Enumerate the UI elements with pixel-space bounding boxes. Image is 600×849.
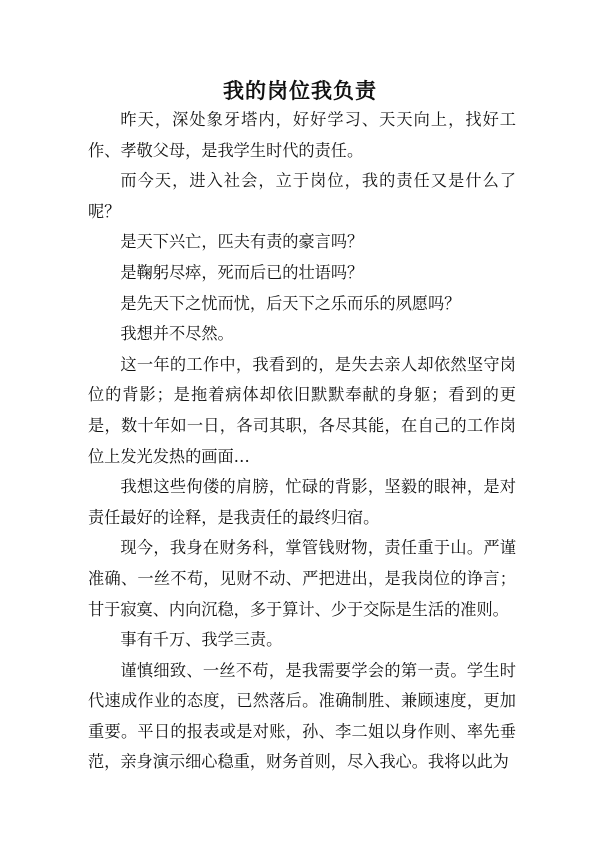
paragraph: 这一年的工作中，我看到的，是失去亲人却依然坚守岗位的背影；是拖着病体却依旧默默奉献的身躯；看到的更是，数十年如一日，各司其职，各尽其能，在自己的工作岗位上发光发热的画面… — [88, 354, 516, 466]
paragraph: 是天下兴亡，匹夫有责的豪言吗？ — [120, 232, 364, 252]
paragraph: 我想并不尽然。 — [120, 324, 234, 344]
paragraph: 谨慎细致、一丝不苟，是我需要学会的第一责。学生时代速成作业的态度，已然落后。准确制胜、兼顾速度，更加重要。平日的报表或是对账，孙、李二姐以身作则、率先垂范，亲身演示细心稳重，财务首则，尽入我心。我将以此为 — [88, 660, 516, 772]
paragraph: 我想这些佝偻的肩膀，忙碌的背影，坚毅的眼神，是对责任最好的诠释，是我责任的最终归宿。 — [88, 477, 516, 527]
paragraph: 昨天，深处象牙塔内，好好学习、天天向上，找好工作、孝敬父母，是我学生时代的责任。 — [88, 110, 516, 160]
paragraph: 而今天，进入社会，立于岗位，我的责任又是什么了呢？ — [88, 171, 516, 221]
paragraph: 是鞠躬尽瘁，死而后已的壮语吗？ — [120, 262, 364, 282]
document-title: 我的岗位我负责 — [223, 78, 377, 103]
paragraph: 是先天下之忧而忧，后天下之乐而乐的夙愿吗？ — [120, 293, 461, 313]
document-body — [88, 105, 516, 778]
paragraph: 现今，我身在财务科，掌管钱财物，责任重于山。严谨准确、一丝不苟，见财不动、严把进出，是我岗位的诤言；甘于寂寞、内向沉稳，多于算计、少于交际是生活的准则。 — [88, 538, 516, 619]
paragraph: 事有千万、我学三责。 — [120, 630, 283, 650]
